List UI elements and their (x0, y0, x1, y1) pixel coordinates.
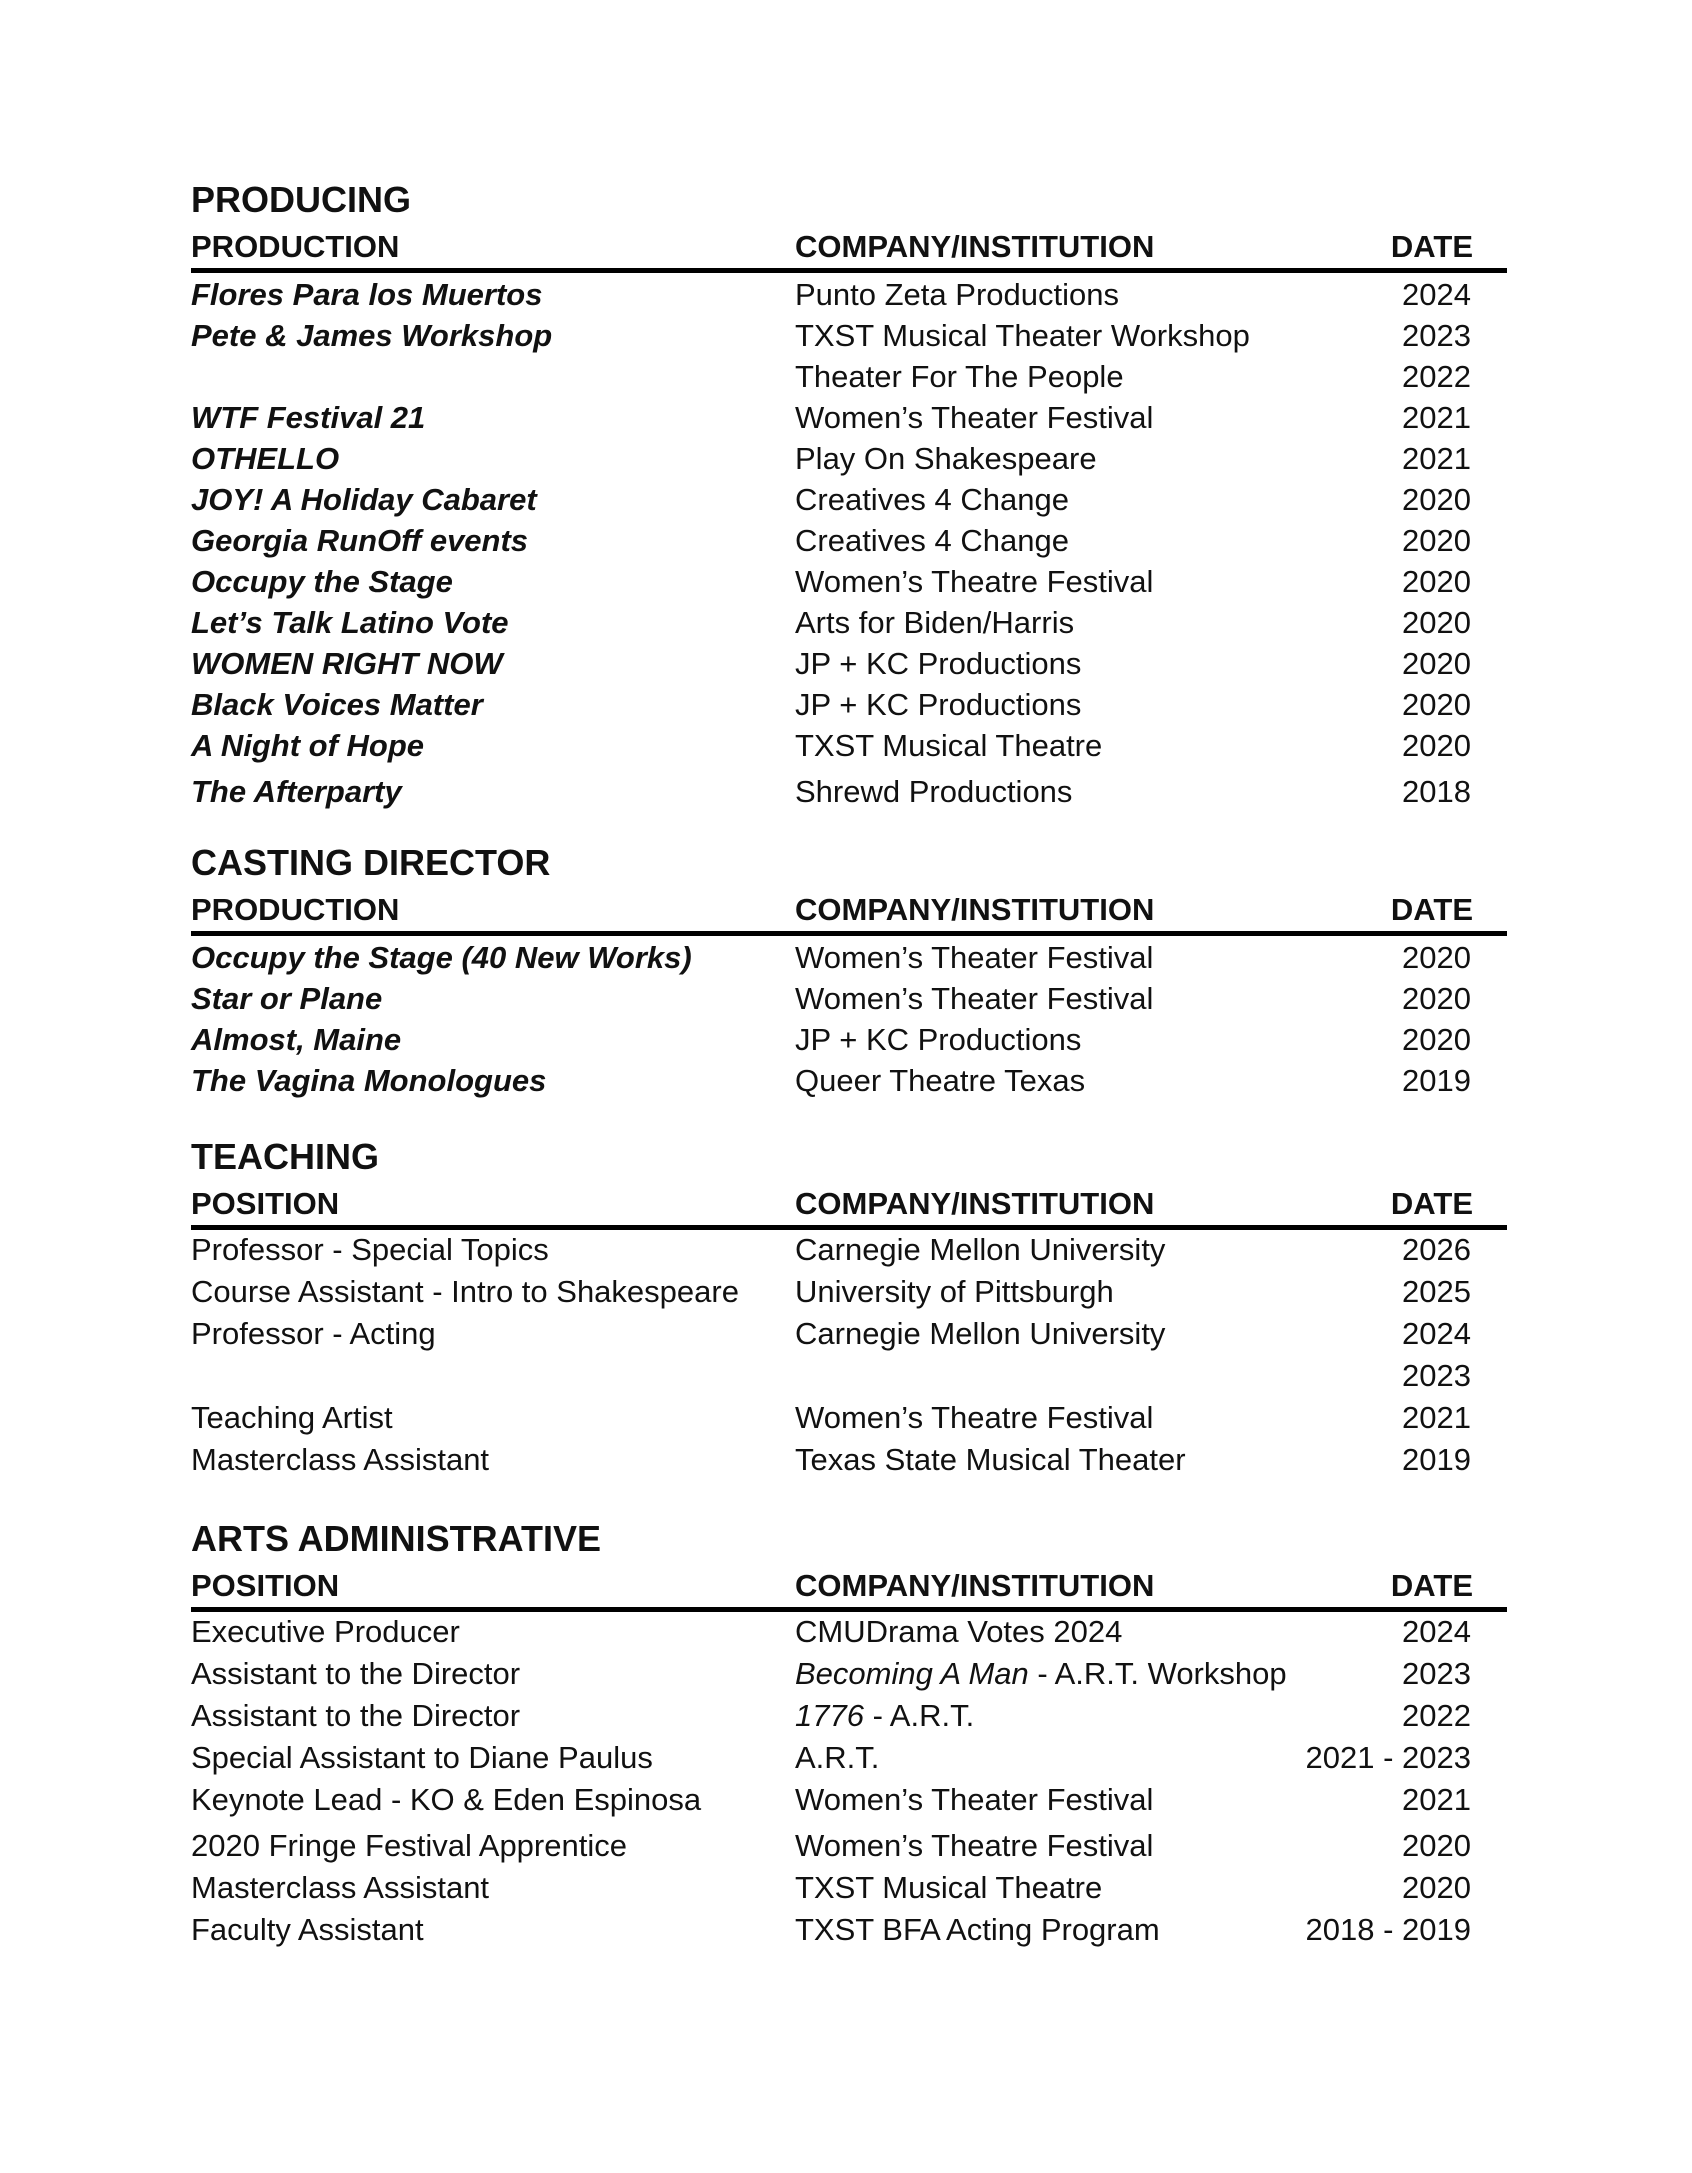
list-item (191, 562, 1507, 603)
company-name: Texas State Musical Theater (795, 1442, 1186, 1477)
list-item (191, 979, 1507, 1020)
list-item (191, 1826, 1507, 1867)
company-name: TXST Musical Theater Workshop (795, 318, 1250, 353)
date: 2020 (1402, 1870, 1471, 1905)
list-item (191, 1780, 1507, 1821)
date: 2023 (1402, 318, 1471, 353)
list-item (191, 1868, 1507, 1909)
company-name: Arts for Biden/Harris (795, 605, 1075, 640)
date: 2022 (1402, 359, 1471, 394)
company-name (795, 1910, 1160, 1950)
production-title: Let’s Talk Latino Vote (191, 605, 509, 640)
company-text: - A.R.T. Workshop (1028, 1656, 1287, 1691)
position-title: Assistant to the Director (191, 1656, 521, 1691)
date: 2020 (1402, 687, 1471, 722)
list-item (191, 1440, 1507, 1481)
date: 2021 (1402, 1782, 1471, 1817)
date: 2025 (1402, 1274, 1471, 1309)
position-title: Keynote Lead - KO & Eden Espinosa (191, 1782, 702, 1817)
position-title: 2020 Fringe Festival Apprentice (191, 1828, 627, 1863)
list-item (191, 1910, 1507, 1951)
company-name: Play On Shakespeare (795, 441, 1097, 476)
date: 2020 (1402, 728, 1471, 763)
list-item (191, 1230, 1507, 1271)
list-item (191, 1696, 1507, 1737)
date: 2021 (1402, 1400, 1471, 1435)
section-title: CASTING DIRECTOR (191, 842, 551, 883)
date: 2024 (1402, 1316, 1471, 1351)
column-header-row (191, 228, 1507, 273)
list-item (191, 685, 1507, 726)
list-item (191, 1398, 1507, 1439)
date: 2023 (1402, 1656, 1471, 1691)
company-name: Theater For The People (795, 359, 1124, 394)
date: 2019 (1402, 1442, 1471, 1477)
company-name: Carnegie Mellon University (795, 1316, 1166, 1351)
list-item (191, 1272, 1507, 1313)
company-name: Women’s Theatre Festival (795, 1400, 1154, 1435)
date: 2018 - 2019 (1305, 1912, 1471, 1947)
date: 2024 (1402, 1614, 1471, 1649)
column-header-company: COMPANY/INSTITUTION (795, 229, 1155, 264)
company-text: TXST Musical Theatre (795, 1870, 1103, 1905)
list-item (191, 726, 1507, 767)
position-title: Assistant to the Director (191, 1698, 521, 1733)
list-item (191, 938, 1507, 979)
production-title: Occupy the Stage (191, 564, 453, 599)
position-title: Executive Producer (191, 1614, 460, 1649)
position-title: Professor - Special Topics (191, 1232, 549, 1267)
company-name: Shrewd Productions (795, 774, 1073, 809)
list-item (191, 1654, 1507, 1695)
column-header-row (191, 1185, 1507, 1230)
company-name (795, 1696, 974, 1736)
production-title: Almost, Maine (191, 1022, 402, 1057)
list-item (191, 357, 1507, 398)
production-title: WTF Festival 21 (191, 400, 426, 435)
list-item (191, 1020, 1507, 1061)
production-title: Star or Plane (191, 981, 383, 1016)
company-text: CMUDrama Votes 2024 (795, 1614, 1123, 1649)
list-item (191, 1061, 1507, 1102)
list-item (191, 1356, 1507, 1397)
company-name: Carnegie Mellon University (795, 1232, 1166, 1267)
production-title: Flores Para los Muertos (191, 277, 543, 312)
date: 2026 (1402, 1232, 1471, 1267)
date: 2021 (1402, 400, 1471, 435)
position-title: Masterclass Assistant (191, 1442, 490, 1477)
column-header-date: DATE (1390, 892, 1473, 927)
date: 2020 (1402, 646, 1471, 681)
position-title: Course Assistant - Intro to Shakespeare (191, 1274, 739, 1309)
position-title: Masterclass Assistant (191, 1870, 490, 1905)
column-header-company: COMPANY/INSTITUTION (795, 1568, 1155, 1603)
column-header-company: COMPANY/INSTITUTION (795, 1186, 1155, 1221)
date: 2018 (1402, 774, 1471, 809)
column-header-company: COMPANY/INSTITUTION (795, 892, 1155, 927)
company-name: JP + KC Productions (795, 1022, 1082, 1057)
date: 2019 (1402, 1063, 1471, 1098)
list-item (191, 480, 1507, 521)
list-item (191, 644, 1507, 685)
company-name: JP + KC Productions (795, 687, 1082, 722)
list-item (191, 1612, 1507, 1653)
company-name (795, 1612, 1122, 1652)
company-name: Women’s Theater Festival (795, 400, 1154, 435)
column-header-date: DATE (1390, 1186, 1473, 1221)
company-name: Queer Theatre Texas (795, 1063, 1086, 1098)
company-text: A.R.T. (795, 1740, 880, 1775)
date: 2020 (1402, 1022, 1471, 1057)
company-name: JP + KC Productions (795, 646, 1082, 681)
company-name (795, 1868, 1102, 1908)
column-header-date: DATE (1390, 1568, 1473, 1603)
company-name: Women’s Theater Festival (795, 940, 1154, 975)
production-title: WOMEN RIGHT NOW (191, 646, 503, 681)
date: 2020 (1402, 605, 1471, 640)
company-name: Creatives 4 Change (795, 482, 1069, 517)
show-title: 1776 (795, 1698, 864, 1733)
company-name: Punto Zeta Productions (795, 277, 1119, 312)
column-header-row (191, 891, 1507, 936)
company-name: Creatives 4 Change (795, 523, 1069, 558)
date: 2024 (1402, 277, 1471, 312)
date: 2021 (1402, 441, 1471, 476)
production-title: Black Voices Matter (191, 687, 483, 722)
company-name: TXST Musical Theatre (795, 728, 1103, 763)
company-name: Women’s Theatre Festival (795, 564, 1154, 599)
list-item (191, 521, 1507, 562)
production-title: The Afterparty (191, 774, 402, 809)
section-title: TEACHING (191, 1136, 379, 1177)
date: 2020 (1402, 564, 1471, 599)
production-title: Georgia RunOff events (191, 523, 529, 558)
column-header-production: PRODUCTION (191, 892, 400, 927)
production-title: OTHELLO (191, 441, 340, 476)
company-text: Women’s Theater Festival (795, 1782, 1154, 1817)
position-title: Faculty Assistant (191, 1912, 424, 1947)
production-title: Pete & James Workshop (191, 318, 553, 353)
company-text: - A.R.T. (863, 1698, 975, 1733)
list-item (191, 316, 1507, 357)
column-header-position: POSITION (191, 1568, 340, 1603)
list-item (191, 1314, 1507, 1355)
position-title: Teaching Artist (191, 1400, 393, 1435)
show-title: Becoming A Man (795, 1656, 1029, 1691)
production-title: JOY! A Holiday Cabaret (191, 482, 537, 517)
company-text: Women’s Theatre Festival (795, 1828, 1154, 1863)
production-title: Occupy the Stage (40 New Works) (191, 940, 692, 975)
list-item (191, 275, 1507, 316)
date: 2023 (1402, 1358, 1471, 1393)
company-name: University of Pittsburgh (795, 1274, 1114, 1309)
list-item (191, 772, 1507, 813)
list-item (191, 603, 1507, 644)
company-name (795, 1738, 879, 1778)
date: 2020 (1402, 523, 1471, 558)
date: 2021 - 2023 (1305, 1740, 1471, 1775)
date: 2020 (1402, 482, 1471, 517)
position-title: Professor - Acting (191, 1316, 436, 1351)
column-header-production: PRODUCTION (191, 229, 400, 264)
section-title: PRODUCING (191, 179, 412, 220)
company-name (795, 1780, 1153, 1820)
list-item (191, 398, 1507, 439)
company-name: Women’s Theater Festival (795, 981, 1154, 1016)
company-text: TXST BFA Acting Program (795, 1912, 1160, 1947)
list-item (191, 439, 1507, 480)
date: 2022 (1402, 1698, 1471, 1733)
column-header-row (191, 1567, 1507, 1612)
company-name (795, 1826, 1153, 1866)
column-header-date: DATE (1390, 229, 1473, 264)
company-name (795, 1654, 1287, 1694)
position-title: Special Assistant to Diane Paulus (191, 1740, 653, 1775)
date: 2020 (1402, 1828, 1471, 1863)
date: 2020 (1402, 940, 1471, 975)
production-title: A Night of Hope (191, 728, 425, 763)
production-title: The Vagina Monologues (191, 1063, 547, 1098)
date: 2020 (1402, 981, 1471, 1016)
section-title: ARTS ADMINISTRATIVE (191, 1518, 601, 1559)
column-header-position: POSITION (191, 1186, 340, 1221)
list-item (191, 1738, 1507, 1779)
